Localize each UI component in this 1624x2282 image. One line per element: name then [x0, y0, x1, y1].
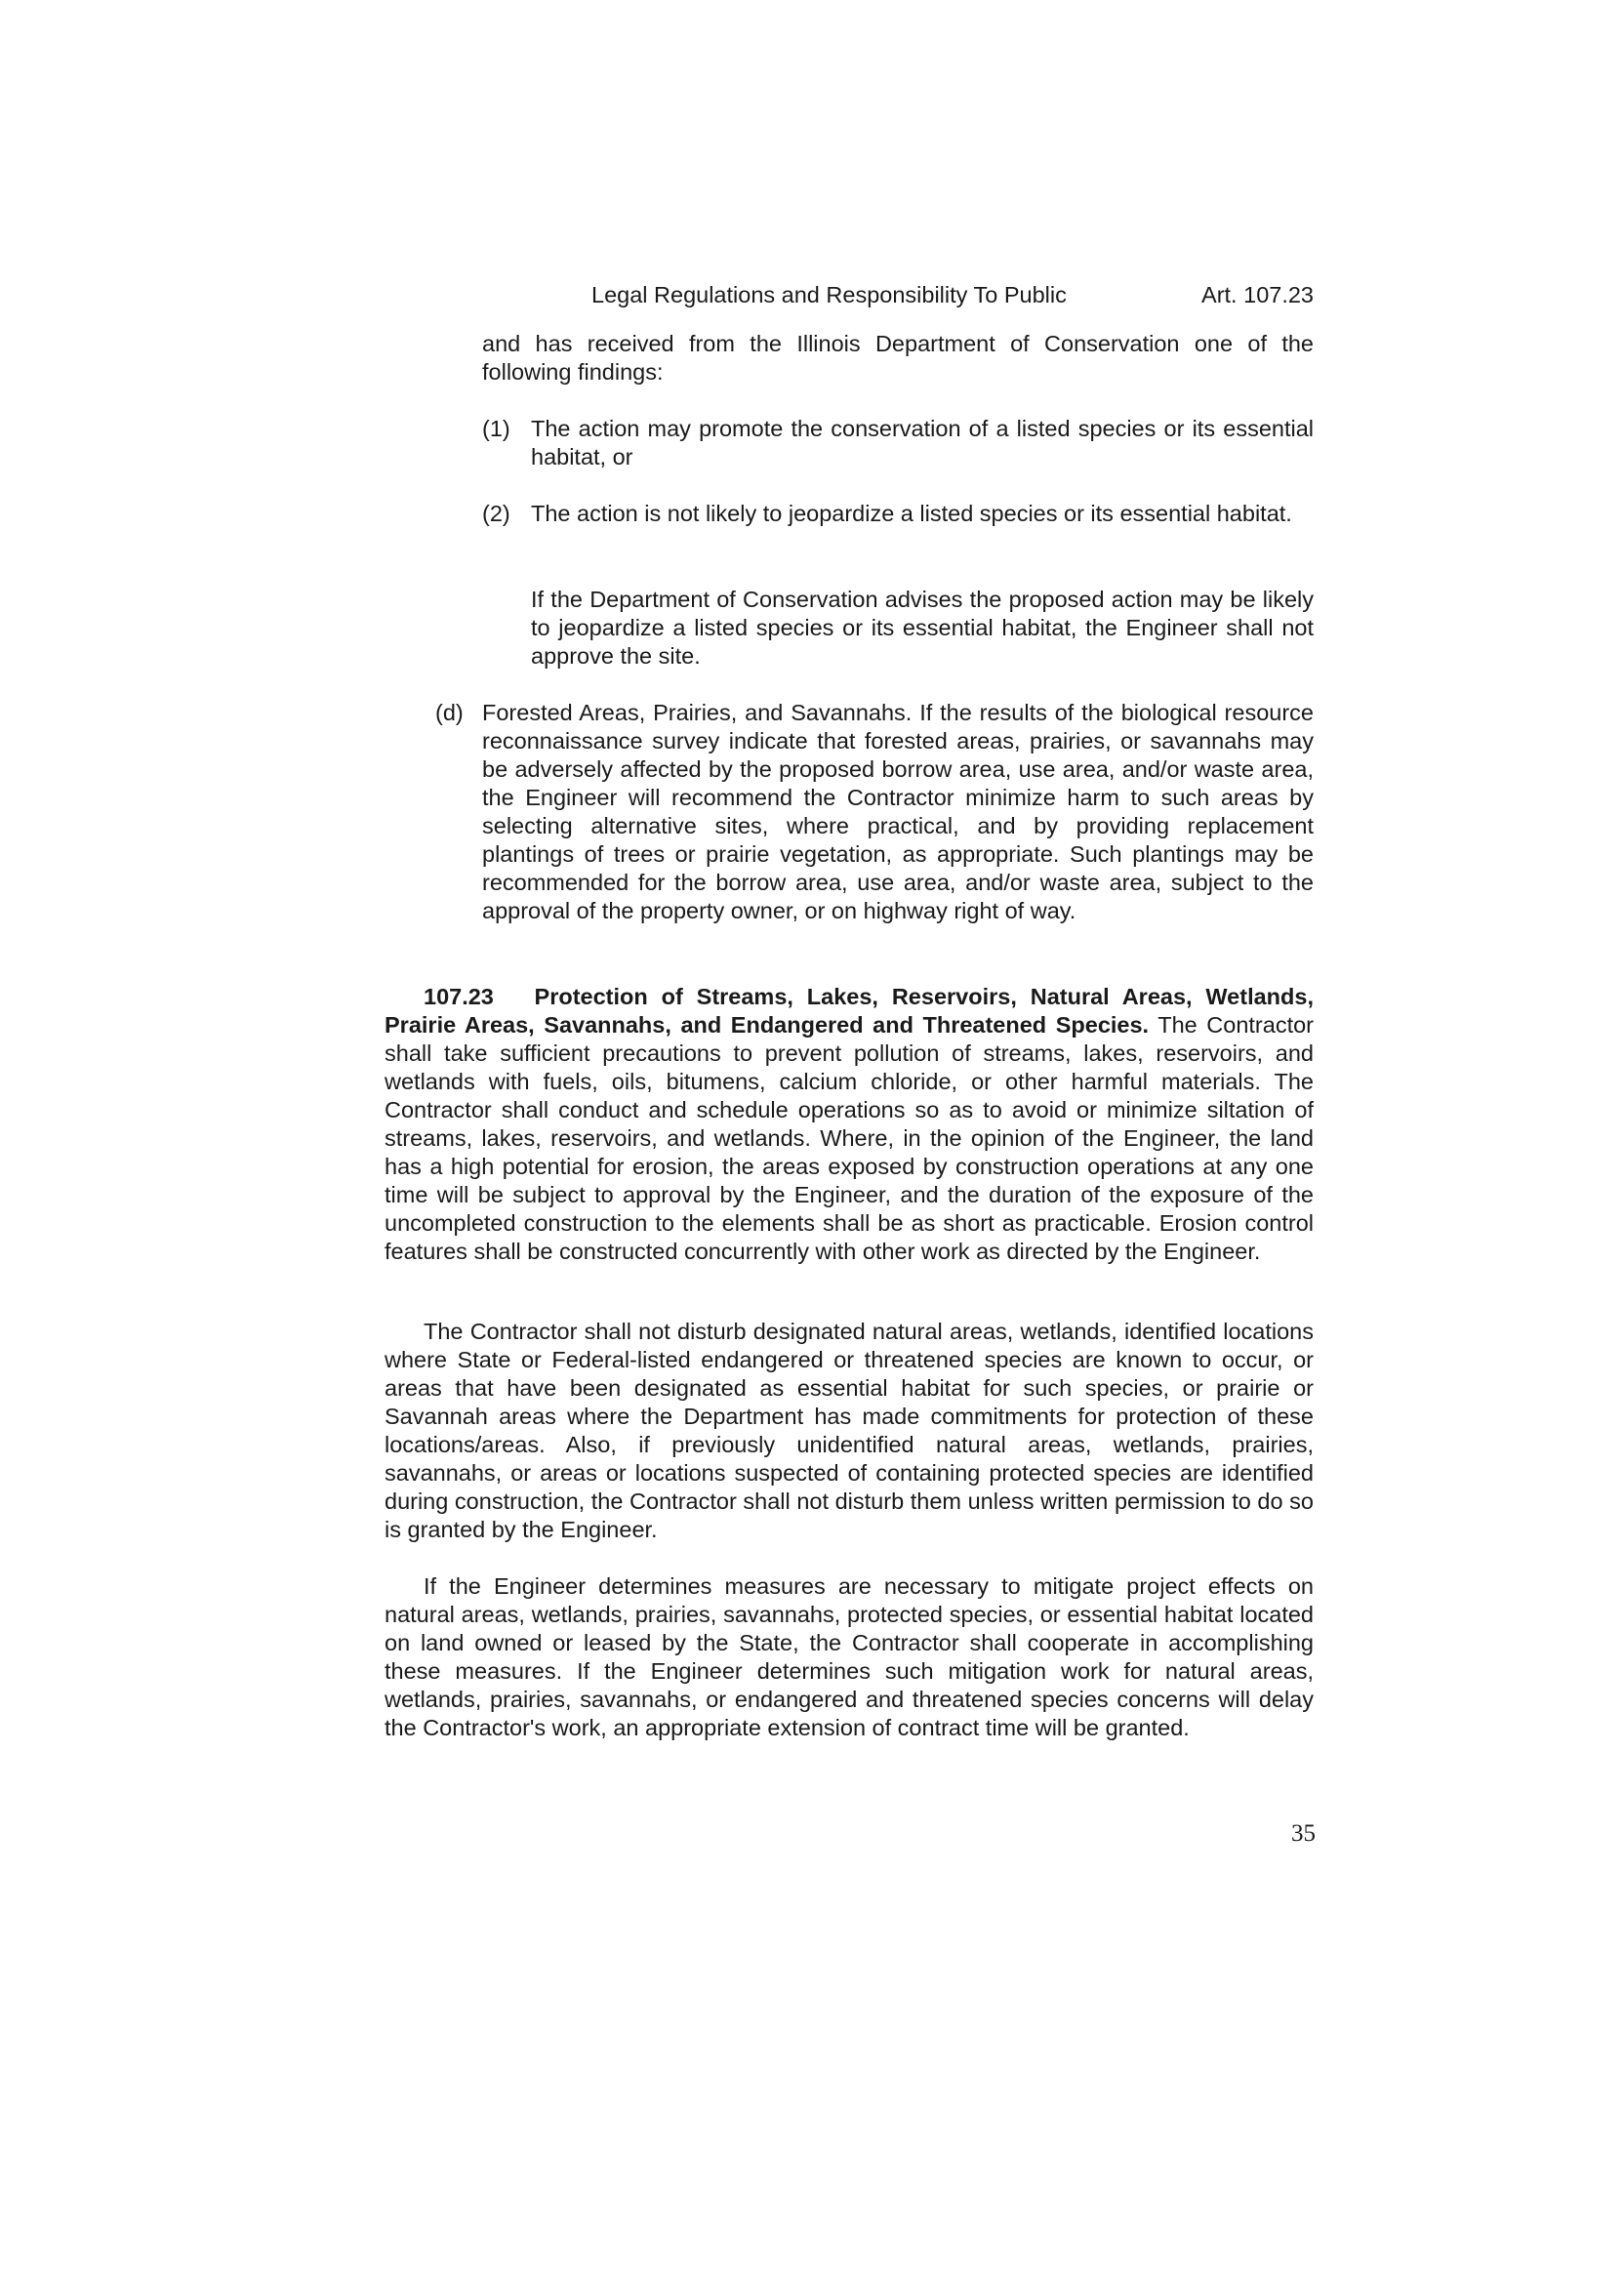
item-d-text: Forested Areas, Prairies, and Savannahs. If the results of the biological resource reconnaissance survey indicate that forested areas, prairies, or savannahs may be adversely affected by the proposed borrow area, use area, and/or waste area, the Engineer will recommend the Contractor minimize harm to such areas by selecting alternative sites, where practical, and by providing replacement plantings of trees or prairie vegetation, as appropriate. Such plantings may be recommended for the borrow area, use area, and/or waste area, subject to the approval of the property owner, or on highway right of way.	[482, 700, 1314, 923]
item-d	[435, 699, 1314, 925]
header-title: Legal Regulations and Responsibility To Public	[591, 282, 1067, 307]
finding-text-2: The action is not likely to jeopardize a listed species or its essential habitat.	[531, 501, 1292, 526]
section-heading: Protection of Streams, Lakes, Reservoirs, Natural Areas, Wetlands, Prairie Areas, Savannahs, and Endangered and Threatened Species.	[385, 984, 1314, 1038]
section-paragraph-1	[385, 983, 1314, 1266]
section-107-23	[385, 983, 1314, 1266]
intro-paragraph: and has received from the Illinois Department of Conservation one of the following findings:	[482, 331, 1314, 385]
header-article-number: Art. 107.23	[1201, 282, 1314, 307]
section-paragraph-2-block	[385, 1318, 1314, 1544]
item-d-label: (d)	[435, 700, 464, 725]
page-number: 35	[1291, 1820, 1316, 1847]
section-paragraph-2: The Contractor shall not disturb designated natural areas, wetlands, identified locations where State or Federal-listed endangered or threatened species are known to occur, or areas that have been designated as essential habitat for such species, or prairie or Savannah areas where the Department has made commitments for protection of these locations/areas. Also, if previously unidentified natural areas, wetlands, prairies, savannahs, or areas or locations suspected of containing protected species are identified during construction, the Contractor shall not disturb them unless written permission to do so is granted by the Engineer.	[385, 1319, 1314, 1542]
conservation-note: If the Department of Conservation advises the proposed action may be likely to jeopardize a listed species or its essential habitat, the Engineer shall not approve the site.	[531, 587, 1314, 669]
section-paragraph-3-block	[385, 1572, 1314, 1742]
finding-label-2: (2)	[482, 501, 510, 526]
section-paragraph-1-text: The Contractor shall take sufficient precautions to prevent pollution of streams, lakes, reservoirs, and wetlands with fuels, oils, bitumens, calcium chloride, or other harmful materials. The Contractor shall conduct and schedule operations so as to avoid or minimize siltation of streams, lakes, reservoirs, and wetlands. Where, in the opinion of the Engineer, the land has a high potential for erosion, the areas exposed by construction operations at any one time will be subject to approval by the Engineer, and the duration of the exposure of the uncompleted construction to the elements shall be as short as practicable. Erosion control features shall be constructed concurrently with other work as directed by the Engineer.	[385, 1012, 1314, 1264]
finding-label-1: (1)	[482, 416, 510, 441]
finding-text-1: The action may promote the conservation of a listed species or its essential habitat, or	[531, 416, 1314, 469]
finding-item-2	[482, 500, 1314, 528]
section-paragraph-3: If the Engineer determines measures are necessary to mitigate project effects on natural areas, wetlands, prairies, savannahs, protected species, or essential habitat located on land owned or leased by the State, the Contractor shall cooperate in accomplishing these measures. If the Engineer determines such mitigation work for natural areas, wetlands, prairies, savannahs, or endangered and threatened species concerns will delay the Contractor's work, an appropriate extension of contract time will be granted.	[385, 1573, 1314, 1740]
section-number: 107.23	[424, 984, 494, 1009]
running-header	[591, 281, 1314, 312]
finding-item-1	[482, 415, 1314, 471]
